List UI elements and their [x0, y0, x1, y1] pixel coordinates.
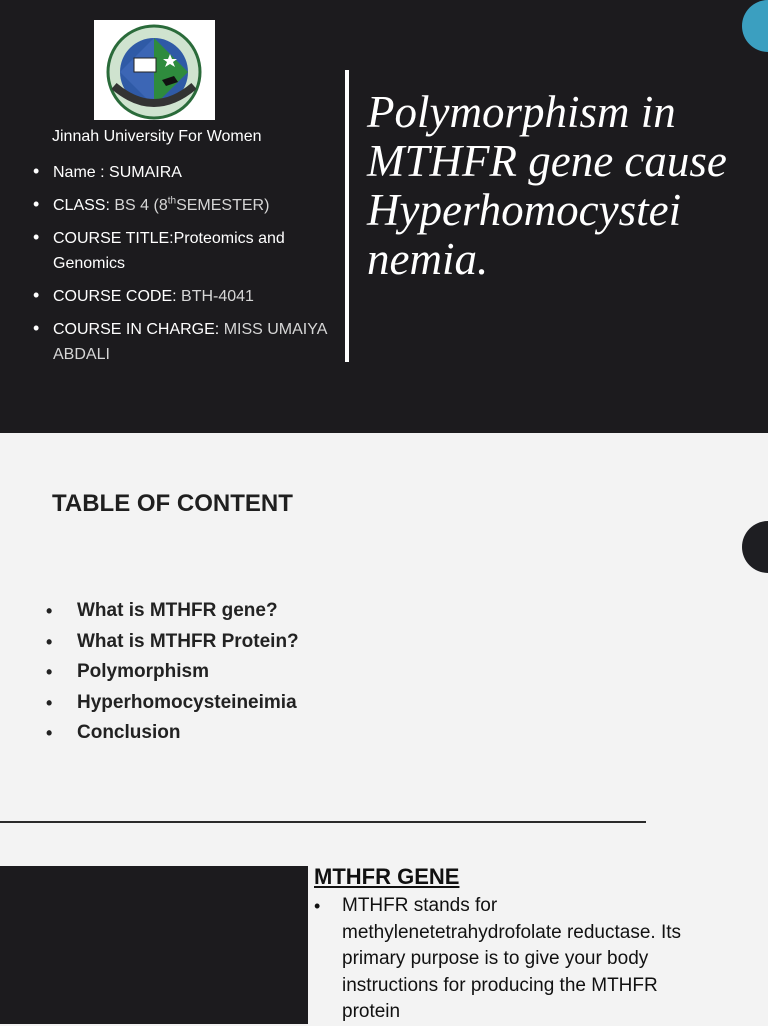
horizontal-divider [0, 821, 646, 823]
info-label: COURSE TITLE: [53, 230, 174, 247]
list-item: • MTHFR stands for methylenetetrahydrofolate reductase. Its primary purpose is to give your body instructions for producing the MTHFR protein [312, 893, 702, 1026]
info-value: BTH-4041 [181, 288, 254, 305]
info-item-name [33, 160, 333, 185]
mthfr-gene-heading: MTHFR GENE [314, 864, 460, 889]
decorative-circle-dark [742, 521, 768, 573]
slide-title: Polymorphism in MTHFR gene cause Hyperhomocystei nemia. [367, 87, 727, 284]
info-value: Proteomics and Genomics [53, 230, 285, 272]
info-label: COURSE IN CHARGE: [53, 321, 224, 338]
info-item-course-code [33, 284, 333, 309]
info-label: Name : [53, 164, 110, 181]
crest-icon [94, 20, 215, 120]
toc-list [44, 596, 299, 749]
info-value: SUMAIRA [109, 164, 182, 181]
university-name: Jinnah University For Women [52, 128, 262, 145]
info-item-course-in-charge [33, 317, 333, 367]
vertical-divider [345, 70, 349, 362]
info-value-superscript: th [167, 195, 177, 207]
student-info-list [33, 160, 333, 375]
title-slide [0, 0, 768, 433]
dark-image-panel [0, 866, 308, 1024]
info-value: SEMESTER) [176, 197, 270, 214]
toc-item: • What is MTHFR gene? [44, 596, 299, 627]
info-value: MISS UMAIYA ABDALI [53, 321, 327, 363]
mthfr-gene-list [312, 893, 702, 1026]
info-label: CLASS: [53, 197, 115, 214]
info-label: COURSE CODE: [53, 288, 182, 305]
toc-item: • Conclusion [44, 718, 299, 749]
university-logo [94, 20, 215, 120]
toc-heading: TABLE OF CONTENT [52, 490, 293, 517]
toc-item: • Polymorphism [44, 657, 299, 688]
info-item-class [33, 193, 333, 218]
info-item-course-title [33, 226, 333, 276]
toc-item: • Hyperhomocysteineimia [44, 688, 299, 719]
toc-item: • What is MTHFR Protein? [44, 627, 299, 658]
info-value: BS 4 (8 [114, 197, 168, 214]
